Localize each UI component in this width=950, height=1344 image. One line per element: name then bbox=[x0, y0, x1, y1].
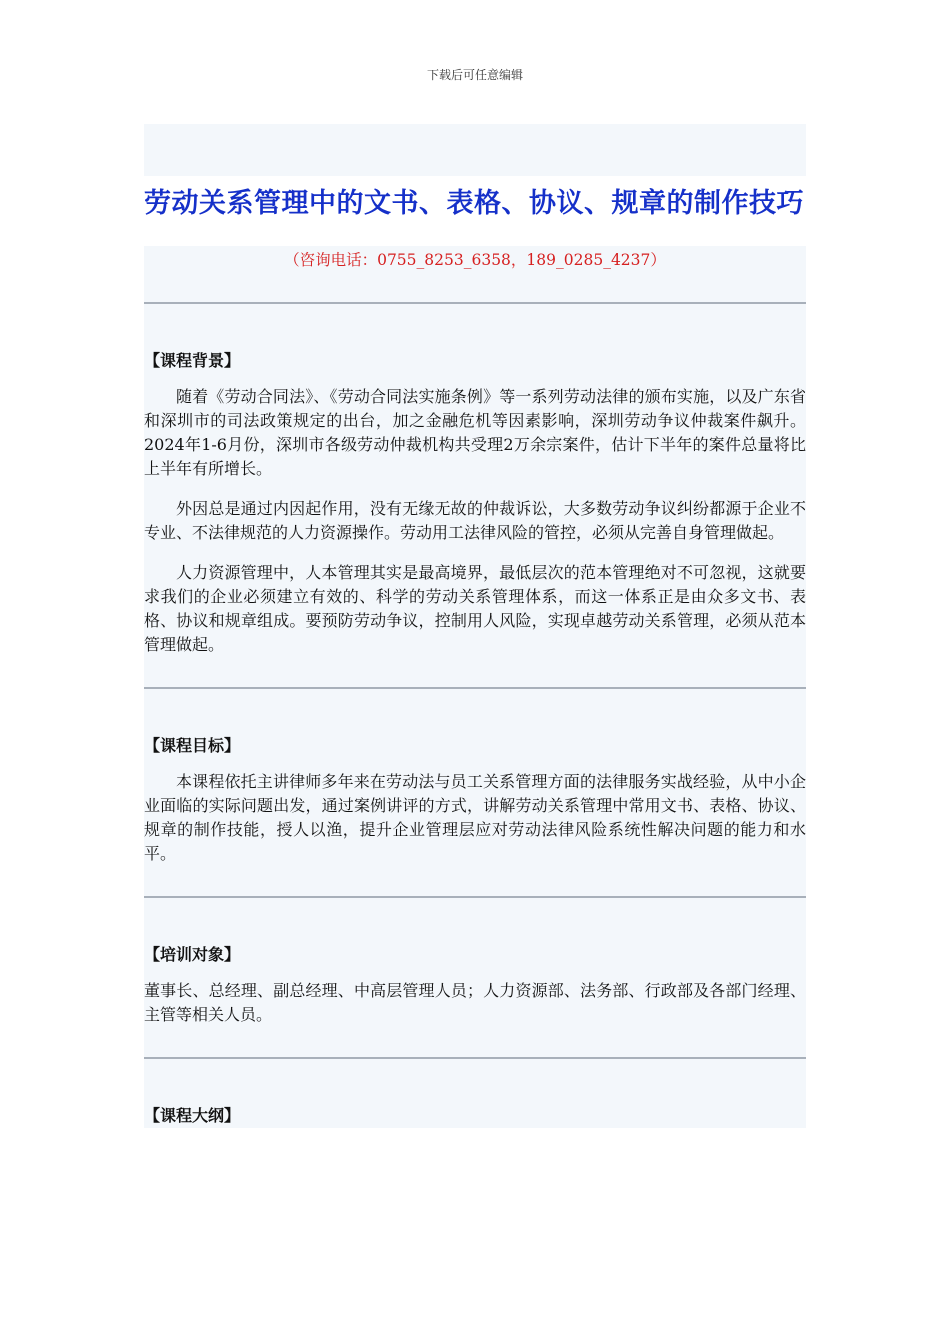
top-band bbox=[144, 124, 806, 176]
paragraph: 外因总是通过内因起作用，没有无缘无故的仲裁诉讼，大多数劳动争议纠纷都源于企业不专业、不法律规范的人力资源操作。劳动用工法律风险的管控，必须从完善自身管理做起。 bbox=[144, 499, 806, 542]
document-title: 劳动关系管理中的文书、表格、协议、规章的制作技巧 bbox=[144, 188, 804, 219]
section-heading: 【课程目标】 bbox=[144, 736, 241, 755]
paragraph: 本课程依托主讲律师多年来在劳动法与员工关系管理方面的法律服务实战经验，从中小企业面临的实际问题出发，通过案例讲评的方式，讲解劳动关系管理中常用文书、表格、协议、规章的制作技能，授人以渔，提升企业管理层应对劳动法律风险系统性解决问题的能力和水平。 bbox=[144, 772, 806, 863]
section-background bbox=[144, 304, 806, 687]
paragraph: 董事长、总经理、副总经理、中高层管理人员；人力资源部、法务部、行政部及各部门经理、主管等相关人员。 bbox=[144, 981, 806, 1024]
paragraph: 人力资源管理中，人本管理其实是最高境界，最低层次的范本管理绝对不可忽视，这就要求我们的企业必须建立有效的、科学的劳动关系管理体系，而这一体系正是由众多文书、表格、协议和规章组成。要预防劳动争议，控制用人风险，实现卓越劳动关系管理，必须从范本管理做起。 bbox=[144, 563, 806, 654]
section-audience bbox=[144, 898, 806, 1057]
page-header-note: 下载后可任意编辑 bbox=[426, 68, 523, 82]
paragraph: 随着《劳动合同法》、《劳动合同法实施条例》等一系列劳动法律的颁布实施，以及广东省和深圳市的司法政策规定的出台，加之金融危机等因素影响，深圳劳动争议仲裁案件飙升。2024年1-6月份，深圳市各级劳动仲裁机构共受理2万余宗案件，估计下半年的案件总量将比上半年有所增长。 bbox=[144, 387, 806, 478]
section-outline bbox=[144, 1059, 806, 1128]
document-body bbox=[144, 124, 806, 1128]
section-heading: 【课程背景】 bbox=[144, 351, 241, 370]
section-heading: 【课程大纲】 bbox=[144, 1106, 241, 1125]
contact-phone: （咨询电话：0755_8253_6358，189_0285_4237） bbox=[144, 246, 806, 302]
section-goals bbox=[144, 689, 806, 896]
section-heading: 【培训对象】 bbox=[144, 945, 241, 964]
